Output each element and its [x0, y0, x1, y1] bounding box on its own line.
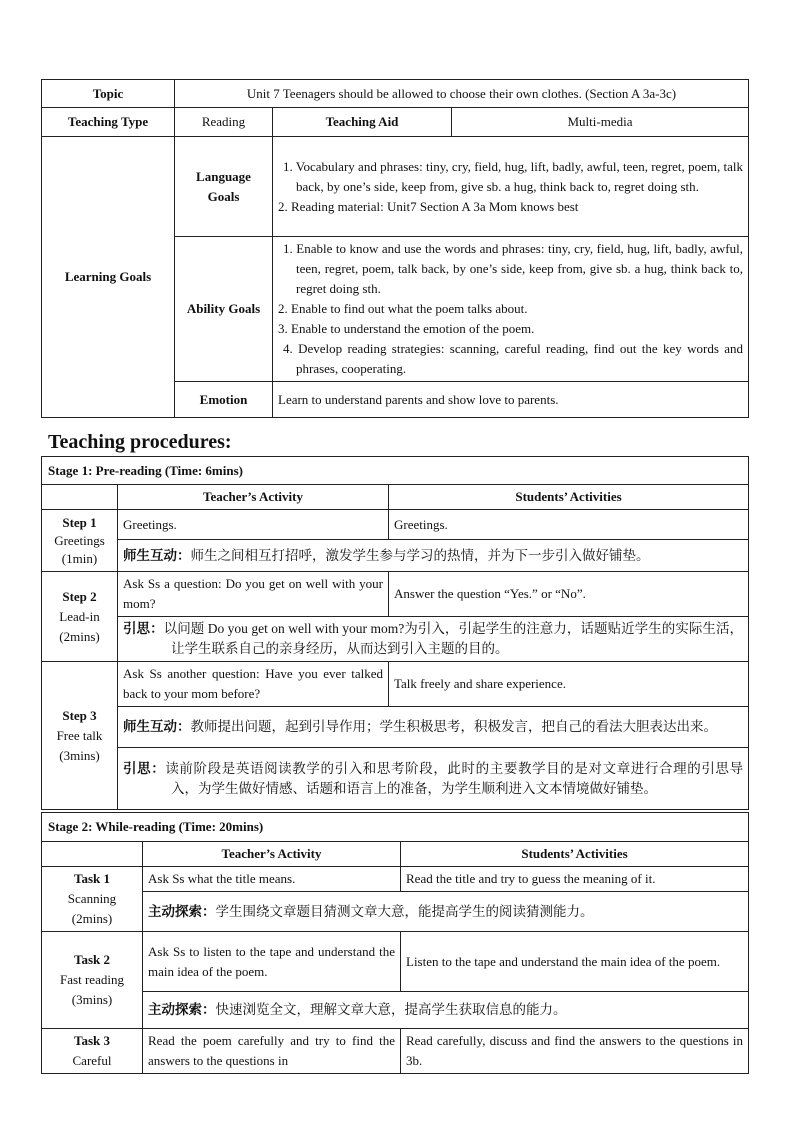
stage1-corner	[42, 485, 118, 510]
step3-cell	[42, 662, 118, 810]
ability-goals-content	[273, 237, 749, 382]
language-goals-content	[273, 137, 749, 237]
step1-note-label: 师生互动：	[123, 547, 191, 563]
step3-sub: Free talk	[56, 727, 103, 743]
step3-name: Step 3	[62, 707, 97, 723]
task2-name: Task 2	[73, 952, 111, 967]
stage2-table	[41, 812, 749, 1074]
learning-goals-label: Learning Goals	[42, 137, 175, 418]
step2-name: Step 2	[62, 588, 97, 604]
step3-note1-text: 教师提出问题，起到引导作用；学生积极思考，积极发言，把自己的看法大胆表达出来。	[190, 719, 717, 734]
teaching-type-label: Teaching Type	[42, 108, 175, 137]
emotion-label: Emotion	[175, 382, 273, 418]
step3-note2-text: 读前阶段是英语阅读教学的引入和思考阶段，此时的主要教学目的是对文章进行合理的引思导入，为学生做好情感、话题和语言上的准备，为学生顺利进入文本情境做好铺垫。	[165, 760, 744, 796]
task2-note-text: 快速浏览全文，理解文章大意，提高学生获取信息的能力。	[215, 1002, 567, 1017]
step1-time: (1min)	[61, 550, 98, 566]
step1-note	[118, 540, 749, 572]
stage2-teacher-header: Teacher’s Activity	[143, 842, 401, 867]
step1-students: Greetings.	[389, 510, 749, 540]
step1-name: Step 1	[62, 514, 97, 530]
step3-note2-label: 引思：	[123, 760, 166, 776]
step2-sub: Lead-in	[59, 608, 100, 624]
step1-teacher: Greetings.	[118, 510, 389, 540]
ability-goals-label: Ability Goals	[175, 237, 273, 382]
emotion-value: Learn to understand parents and show love to parents.	[273, 382, 749, 418]
stage2-title: Stage 2: While-reading (Time: 20mins)	[42, 813, 749, 842]
task1-note-text: 学生围绕文章题目猜测文章大意，能提高学生的阅读猜测能力。	[215, 903, 594, 919]
task1-sub: Scanning	[67, 891, 117, 906]
task2-note-label: 主动探索：	[148, 1002, 216, 1017]
step3-note-2	[118, 748, 749, 810]
task3-teacher: Read the poem carefully and try to find the answers to the questions in	[143, 1029, 401, 1074]
step1-note-text: 师生之间相互打招呼，激发学生参与学习的热情，并为下一步引入做好铺垫。	[190, 547, 650, 563]
ability-goal-4: 4. Develop reading strategies: scanning, careful reading, find out the key words and phrases, cooperating.	[283, 341, 743, 376]
task1-time: (2mins)	[71, 911, 113, 926]
step2-teacher: Ask Ss a question: Do you get on well with your mom?	[118, 572, 389, 617]
step3-note-1	[118, 707, 749, 748]
ability-goal-3: 3. Enable to understand the emotion of the poem.	[278, 321, 535, 336]
step3-note1-label: 师生互动：	[123, 719, 191, 734]
step2-time: (2mins)	[59, 628, 100, 644]
step2-note-text: 以问题 Do you get on well with your mom?为引入，引起学生的注意力，话题贴近学生的实际生活，让学生联系自己的亲身经历，从而达到引入主题的目的。	[163, 621, 744, 656]
step1-sub: Greetings	[54, 532, 105, 548]
stage1-teacher-header: Teacher’s Activity	[118, 485, 389, 510]
step3-students: Talk freely and share experience.	[389, 662, 749, 707]
stage2-students-header: Students’ Activities	[401, 842, 749, 867]
task2-teacher: Ask Ss to listen to the tape and understand the main idea of the poem.	[143, 932, 401, 992]
lesson-info-table	[41, 79, 749, 418]
language-goals-label: Language Goals	[175, 137, 273, 237]
topic-label: Topic	[42, 80, 175, 108]
teaching-aid-value: Multi-media	[452, 108, 749, 137]
step2-cell	[42, 572, 118, 662]
stage1-students-header: Students’ Activities	[389, 485, 749, 510]
task2-students: Listen to the tape and understand the main idea of the poem.	[401, 932, 749, 992]
procedures-heading: Teaching procedures:	[48, 431, 232, 453]
ability-goal-2: 2. Enable to find out what the poem talks about.	[278, 301, 528, 316]
stage1-table	[41, 456, 749, 810]
task3-sub: Careful	[72, 1053, 112, 1068]
language-goal-1: 1. Vocabulary and phrases: tiny, cry, field, hug, lift, badly, awful, teen, regret, poem, talk back, by one’s side, keep from, give sb. a hug, think back to, regret doing sth.	[283, 158, 743, 194]
teaching-type-value: Reading	[175, 108, 273, 137]
task1-cell	[42, 867, 143, 932]
task2-time: (3mins)	[71, 992, 113, 1007]
task2-note	[143, 992, 749, 1029]
ability-goal-1: 1. Enable to know and use the words and phrases: tiny, cry, field, hug, lift, badly, awful, teen, regret, poem, talk back, by one’s side, keep from, give sb. a hug, think back to, regret doing sth.	[283, 241, 743, 296]
step2-note	[118, 617, 749, 662]
task1-note-label: 主动探索：	[148, 903, 216, 919]
teaching-aid-label: Teaching Aid	[273, 108, 452, 137]
task3-students: Read carefully, discuss and find the answers to the questions in 3b.	[401, 1029, 749, 1074]
task2-sub: Fast reading	[60, 972, 124, 987]
step3-teacher: Ask Ss another question: Have you ever talked back to your mom before?	[118, 662, 389, 707]
task2-cell	[42, 932, 143, 1029]
stage2-corner	[42, 842, 143, 867]
task1-name: Task 1	[73, 871, 111, 886]
stage1-title: Stage 1: Pre-reading (Time: 6mins)	[42, 457, 749, 485]
topic-value: Unit 7 Teenagers should be allowed to choose their own clothes. (Section A 3a-3c)	[175, 80, 749, 108]
language-goal-2: 2. Reading material: Unit7 Section A 3a Mom knows best	[278, 198, 579, 214]
task1-students: Read the title and try to guess the meaning of it.	[401, 867, 749, 892]
task1-teacher: Ask Ss what the title means.	[143, 867, 401, 892]
task3-name: Task 3	[73, 1033, 111, 1048]
step2-note-label: 引思：	[123, 621, 164, 636]
step3-time: (3mins)	[59, 747, 100, 763]
step2-students: Answer the question “Yes.” or “No”.	[389, 572, 749, 617]
task1-note	[143, 892, 749, 932]
step1-cell	[42, 510, 118, 572]
task3-cell	[42, 1029, 143, 1074]
